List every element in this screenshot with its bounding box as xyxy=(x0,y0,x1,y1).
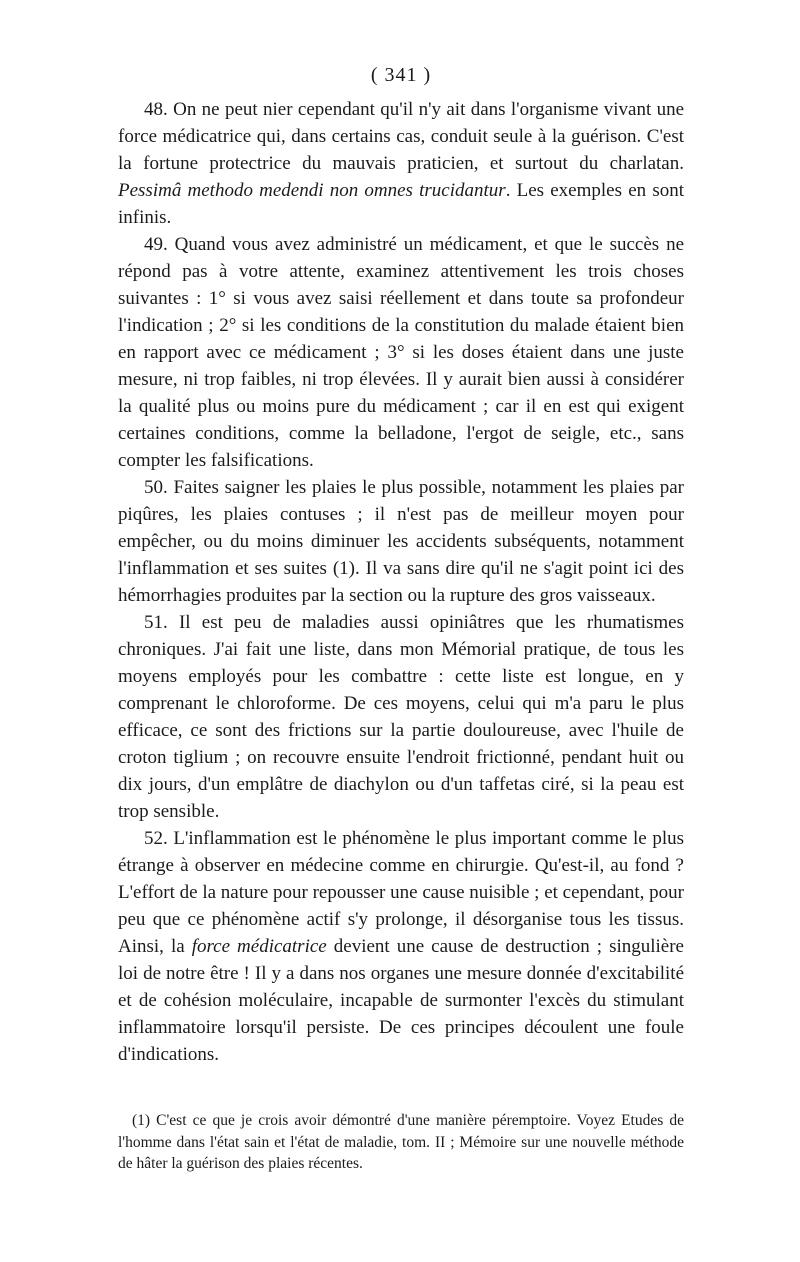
paragraph-49 xyxy=(118,231,684,474)
paragraph-text: devient une cause de destruction ; singulière loi de notre être ! Il y a dans nos organes une mesure donnée d'excitabilité et de cohésion moléculaire, incapable de surmonter l'excès du stimulant inflammatoire lorsqu'il persiste. De ces principes découlent une foule d'indications. xyxy=(118,936,684,1065)
paragraph-number: 51. xyxy=(144,612,168,633)
paragraph-number: 49. xyxy=(144,234,168,255)
paragraph-number: 52. xyxy=(144,828,168,849)
paragraph-text: Il est peu de maladies aussi opiniâtres que les rhumatismes chroniques. J'ai fait une liste, dans mon Mémorial pratique, de tous les moyens employés pour les combattre : cette liste est longue, en y comprenant le chloroforme. De ces moyens, celui qui m'a paru le plus efficace, ce sont des frictions sur la partie douloureuse, avec l'huile de croton tiglium ; on recouvre ensuite l'endroit frictionné, pendant huit ou dix jours, d'un emplâtre de diachylon ou d'un taffetas ciré, si la peau est trop sensible. xyxy=(118,612,685,822)
paragraph-text: On ne peut nier cependant qu'il n'y ait dans l'organisme vivant une force médicatrice qui, dans certains cas, conduit seule à la guérison. C'est la fortune protectrice du mauvais praticien, et surtout du charlatan. xyxy=(118,99,684,174)
paragraph-51 xyxy=(118,609,684,825)
paragraph-text: . Les exemples en sont infinis. xyxy=(118,180,684,228)
footnote-separator xyxy=(118,1068,684,1110)
paragraph-text: Faites saigner les plaies le plus possible, notamment les plaies par piqûres, les plaies contuses ; il n'est pas de meilleur moyen pour empêcher, ou du moins diminuer les accidents subséquents, notamment l'inflammation et ses suites (1). Il va sans dire qu'il ne s'agit point ici des hémorrhagies produites par la section ou la rupture des gros vaisseaux. xyxy=(118,477,684,606)
latin-quote: Pessimâ methodo medendi non omnes trucidantur xyxy=(118,180,506,201)
paragraph-50 xyxy=(118,474,684,609)
paragraph-number: 50. xyxy=(144,477,168,498)
page-number: ( 341 ) xyxy=(370,64,432,86)
paragraph-52 xyxy=(118,825,684,1068)
paragraph-text: L'inflammation est le phénomène le plus important comme le plus étrange à observer en médecine comme en chirurgie. Qu'est-il, au fond ? L'effort de la nature pour repousser une cause nuisible ; et cependant, pour peu que ce phénomène actif s'y prolonge, il désorganise tous les tissus. Ainsi, la xyxy=(118,828,685,957)
paragraph-number: 48. xyxy=(144,99,168,120)
paragraph-text: Quand vous avez administré un médicament, et que le succès ne répond pas à votre attente, examinez attentivement les trois choses suivantes : 1° si vous avez saisi réellement et dans toute sa profondeur l'indication ; 2° si les conditions de la constitution du malade étaient bien en rapport avec ce médicament ; 3° si les doses étaient dans une juste mesure, ni trop faibles, ni trop élevées. Il y aurait bien aussi à considérer la qualité plus ou moins pure du médicament ; car il en est qui exigent certaines conditions, comme la belladone, l'ergot de seigle, etc., sans compter les falsifications. xyxy=(118,234,685,471)
footnote: (1) C'est ce que je crois avoir démontré d'une manière péremptoire. Voyez Etudes de l'homme dans l'état sain et l'état de maladie, tom. II ; Mémoire sur une nouvelle méthode de hâter la guérison des plaies récentes. xyxy=(118,1112,684,1172)
paragraph-48 xyxy=(118,96,684,231)
italic-phrase: force médicatrice xyxy=(191,936,327,957)
book-page xyxy=(118,62,684,1175)
